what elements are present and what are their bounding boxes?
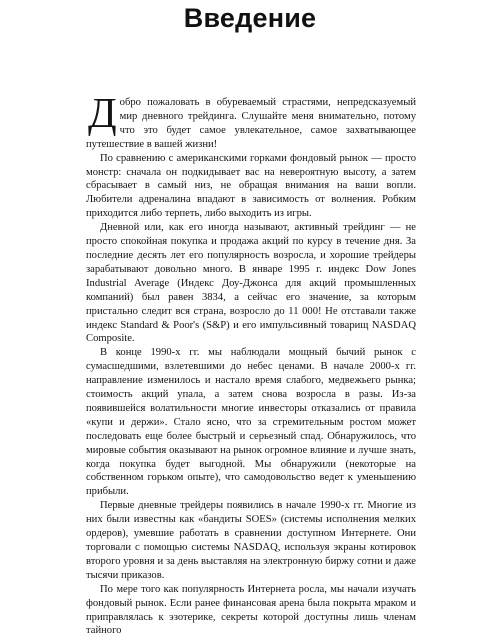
chapter-body xyxy=(86,91,416,638)
paragraph: В конце 1990-х гг. мы наблюдали мощный бычий рынок с сумасшедшими, взлетевшими до небес ценами. В начале 2000-х гг. направление изменилось и настало время слабого, медвежьего рынка; стоимость акций упала, а затем снова возросла в разы. Из-за появившейся волатильности многие инвесторы отказались от правила «купи и держи». Стало ясно, что за стремительным ростом может последовать еще более быстрый и серьезный спад. Обнаружилось, что мировые события оказывают на рынок огромное влияние и лучше знать, когда покупка будет выгодной. Мы обнаружили (некоторые на собственном горьком опыте), что самодовольство ведет к уменьшению прибыли. xyxy=(86,347,416,498)
paragraph-intro xyxy=(86,91,416,152)
chapter-title: Введение xyxy=(183,3,317,33)
paragraph: По сравнению с американскими горками фондовый рынок — просто монстр: сначала он подкидывает вас на невероятную высоту, а затем сбрасывает в самый низ, не обращая внимания на ваши вопли. Любители адреналина впадают в зависимость от волнения. Робким приходится либо терпеть, либо выходить из игры. xyxy=(86,152,416,220)
paragraph: Дневной или, как его иногда называют, активный трейдинг — не просто спокойная покупка и продажа акций по курсу в течение дня. За последние десять лет его популярность возросла, и хорошие трейдеры зарабатывают довольно много. В январе 1995 г. индекс Dow Jones Industrial Average (Индекс Доу-Джонса для акций промышленных компаний) был равен 3834, а сейчас его значение, за которым пристально следит вся страна, возросло до 11 000! Не отставали также индекс Standard & Poor's (S&P) и его импульсивный товарищ NASDAQ Composite. xyxy=(86,222,416,345)
drop-cap: Д xyxy=(88,91,117,137)
paragraph-text: обро пожаловать в обуреваемый страстями, непредсказуемый мир дневного трейдинга. Слушайте меня внимательно, потому что это будет самое увлекательное, самое захватывающее путешествие в вашей жизни! xyxy=(86,97,416,150)
paragraph: По мере того как популярность Интернета росла, мы начали изучать фондовый рынок. Если ранее финансовая арена была покрыта мраком и приправлялась к эзотерике, секреты которой доступны лишь членам тайного xyxy=(86,583,416,637)
paragraph: Первые дневные трейдеры появились в начале 1990-х гг. Многие из них были известны как «бандиты SOES» (системы исполнения мелких ордеров), умевшие работать в сравнении доступном Интернете. Они торговали с помощью системы NASDAQ, используя экраны котировок второго уровня и за день выставляя на электронную биржу сотни и даже тысячи приказов. xyxy=(86,500,416,581)
